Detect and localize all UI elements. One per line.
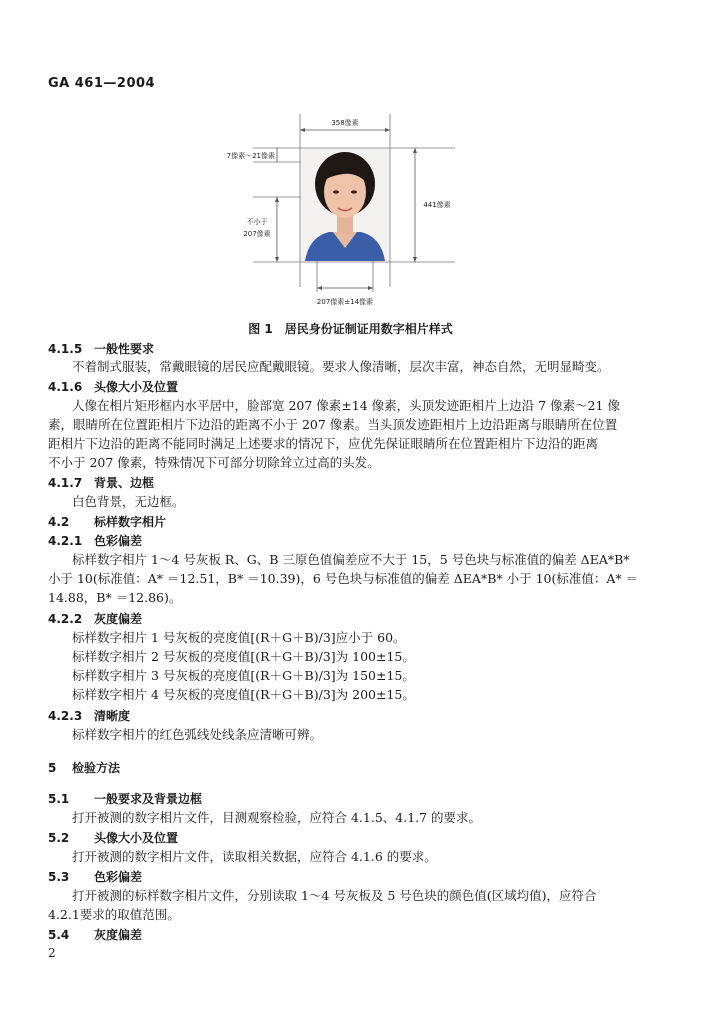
section-heading — [48, 791, 202, 807]
section-heading — [48, 927, 142, 943]
section-number: 5 — [48, 761, 57, 775]
paragraph-line: 白色背景，无边框。 — [72, 494, 185, 509]
paragraph-line: 标样数字相片的红色弧线处线条应清晰可辨。 — [72, 727, 323, 742]
paragraph-line: 打开被测的数字相片文件，目测观察检验，应符合 4.1.5、4.1.7 的要求。 — [72, 810, 482, 825]
section-title: 头像大小及位置 — [94, 380, 179, 394]
paragraph-line: 标样数字相片 3 号灰板的亮度值[(R＋G＋B)/3]为 150±15。 — [72, 668, 415, 683]
paragraph-line: 不着制式服装，常戴眼镜的居民应配戴眼镜。要求人像清晰，层次丰富，神态自然，无明显畸变。 — [72, 359, 610, 374]
top-margin-label: 7像素～21像素 — [226, 152, 275, 160]
paragraph-line: 小于 10(标准值：A* ＝12.51，B* ＝10.39)，6 号色块与标准值的偏差 ΔEA*B* 小于 10(标准值：A* ＝ — [48, 571, 639, 586]
paragraph-line: 标样数字相片 1～4 号灰板 R、G、B 三原色值偏差应不大于 15，5 号色块与标准值的偏差 ΔEA*B* — [72, 552, 630, 567]
paragraph-line: 标样数字相片 1 号灰板的亮度值[(R＋G＋B)/3]应小于 60。 — [72, 630, 406, 645]
section-number: 4.1.5 — [48, 342, 83, 356]
paragraph-line: 素，眼睛所在位置距相片下边沿的距离不小于 207 像素。当头顶发迹距相片上边沿距离与眼睛所在位置 — [48, 417, 618, 432]
section-heading — [48, 341, 154, 357]
section-heading — [48, 533, 142, 549]
section-heading — [48, 708, 130, 724]
id-photo-figure — [225, 112, 465, 312]
height-label: 441像素 — [423, 201, 451, 209]
page-number: 2 — [48, 946, 56, 960]
portrait-photo — [301, 149, 389, 261]
paragraph-line: 打开被测的标样数字相片文件，分别读取 1～4 号灰板及 5 号色块的颜色值(区域均值)，应符合 — [72, 888, 597, 903]
section-heading — [48, 830, 178, 846]
eye-label-line2: 207像素 — [243, 230, 271, 238]
section-heading — [48, 514, 166, 530]
section-number: 4.1.7 — [48, 476, 83, 490]
section-number: 4.1.6 — [48, 380, 83, 394]
section-title: 背景、边框 — [94, 476, 155, 490]
section-number: 4.2.1 — [48, 534, 83, 548]
section-heading — [48, 611, 142, 627]
section-heading — [48, 760, 120, 776]
paragraph-line: 人像在相片矩形框内水平居中，脸部宽 207 像素±14 像素，头顶发迹距相片上边沿 7 像素～21 像 — [72, 398, 620, 413]
section-title: 标样数字相片 — [94, 515, 167, 529]
section-heading — [48, 379, 178, 395]
id-photo-diagram — [225, 112, 465, 312]
section-title: 头像大小及位置 — [94, 831, 179, 845]
section-number: 4.2 — [48, 515, 70, 529]
paragraph-line: 4.2.1要求的取值范围。 — [48, 907, 180, 922]
section-number: 4.2.2 — [48, 612, 83, 626]
section-number: 5.4 — [48, 928, 70, 942]
face-width-label: 207像素±14像素 — [316, 298, 374, 306]
section-title: 一般要求及背景边框 — [94, 792, 203, 806]
section-number: 5.3 — [48, 870, 70, 884]
eye-label-line1: 不小于 — [246, 218, 268, 226]
figure-caption: 图 1 居民身份证制证用数字相片样式 — [248, 322, 453, 336]
section-heading — [48, 475, 154, 491]
section-title: 检验方法 — [72, 761, 121, 775]
section-title: 灰度偏差 — [94, 612, 143, 626]
section-title: 灰度偏差 — [94, 928, 143, 942]
paragraph-line: 打开被测的数字相片文件，读取相关数据，应符合 4.1.6 的要求。 — [72, 849, 437, 864]
section-number: 4.2.3 — [48, 709, 83, 723]
section-title: 色彩偏差 — [94, 534, 143, 548]
paragraph-line: 距相片下边沿的距离不能同时满足上述要求的情况下，应优先保证眼睛所在位置距相片下边沿的距离 — [48, 436, 599, 451]
standard-number: GA 461—2004 — [48, 76, 156, 91]
section-number: 5.1 — [48, 792, 70, 806]
paragraph-line: 不小于 207 像素，特殊情况下可部分切除耸立过高的头发。 — [48, 455, 380, 470]
section-number: 5.2 — [48, 831, 70, 845]
paragraph-line: 标样数字相片 4 号灰板的亮度值[(R＋G＋B)/3]为 200±15。 — [72, 687, 415, 702]
width-label: 358像素 — [331, 119, 359, 127]
section-title: 清晰度 — [94, 709, 131, 723]
paragraph-line: 14.88，B* ＝12.86)。 — [48, 590, 182, 605]
section-title: 一般性要求 — [94, 342, 155, 356]
section-heading — [48, 869, 142, 885]
section-title: 色彩偏差 — [94, 870, 143, 884]
paragraph-line: 标样数字相片 2 号灰板的亮度值[(R＋G＋B)/3]为 100±15。 — [72, 649, 415, 664]
